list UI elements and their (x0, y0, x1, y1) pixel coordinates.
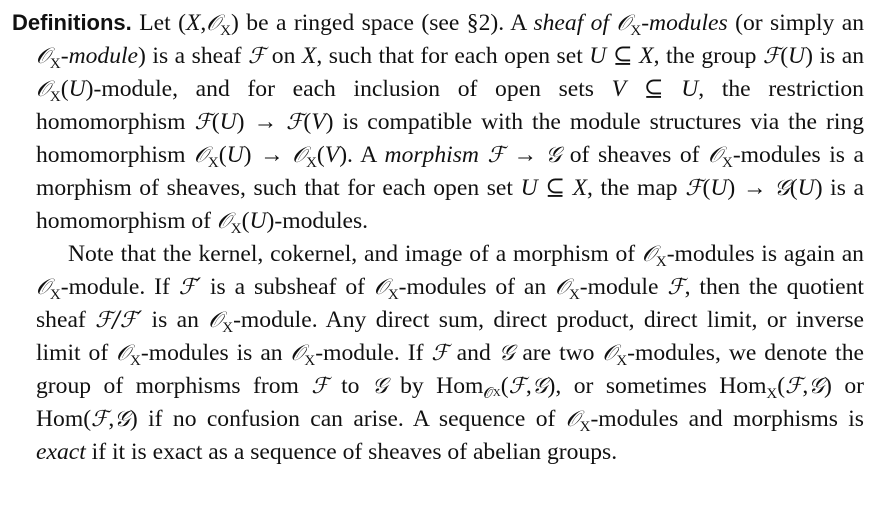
text-run-math: X (185, 10, 201, 36)
text-run-sub: X (230, 221, 242, 237)
text-run-math: U (681, 76, 699, 102)
text-run-plain: -module. If (60, 274, 179, 300)
text-run-sub: X (304, 353, 316, 369)
text-run-plain: ) is a homomorphism of (36, 175, 870, 234)
text-run-math: U (249, 208, 267, 234)
text-run-plain: )-modules. (266, 208, 369, 234)
text-run-plain: is an (142, 307, 209, 333)
text-run-sub: X (49, 89, 61, 105)
text-run-plain: Note that the kernel, cokernel, and image of a morphism of (68, 241, 642, 267)
text-run-script: 𝒪 (206, 11, 221, 36)
text-run-script: 𝒪 (194, 143, 208, 168)
text-run-sub: X (655, 254, 667, 270)
text-run-plain: ( (780, 43, 789, 69)
text-run-script: 𝒪 (708, 143, 722, 168)
text-run-script: ℱ (685, 176, 703, 201)
text-run-plain: ) is a sheaf (138, 43, 248, 69)
text-run-math: X (572, 175, 588, 201)
text-run-plain: -module (579, 274, 668, 300)
text-run-plain: ( (303, 109, 312, 135)
text-run-script: 𝒢 (545, 143, 562, 168)
text-run-math: U (589, 43, 607, 69)
text-run-script: ℱ (247, 44, 266, 69)
text-run-plain: ( (316, 142, 325, 168)
text-run-sub: 𝒪 (483, 386, 493, 402)
text-run-plain: ). A (339, 142, 385, 168)
text-run-heading: Definitions. (12, 10, 132, 35)
text-run-sub: X (220, 23, 231, 39)
text-run-sub: X (207, 155, 219, 171)
text-run-plain: -modules is a morphism of sheaves, such that for each open set (36, 142, 870, 201)
text-run-plain: on (265, 43, 302, 69)
text-run-sub: X (49, 287, 61, 303)
text-run-script: 𝒪 (602, 341, 617, 366)
text-run-plain: ) → (243, 142, 293, 168)
text-run-plain: , (802, 373, 809, 399)
text-run-plain: , then the quotient sheaf (36, 274, 870, 333)
text-run-plain: -modules of an (398, 274, 556, 300)
text-run-plain: ) is compatible with the module structures via the ring homomorphism (36, 109, 870, 168)
text-run-script: 𝒢 (114, 407, 130, 432)
text-run-plain: , (525, 373, 532, 399)
text-run-sub: X (130, 353, 141, 369)
text-run-plain: if it is exact as a sequence of sheaves of abelian groups. (85, 439, 618, 465)
text-run-script: ℱ′ (178, 275, 202, 300)
text-run-math: V (611, 76, 627, 102)
text-run-script: 𝒪 (565, 407, 580, 432)
text-run-plain: ) → (236, 109, 287, 135)
text-run-plain: (or simply an (727, 10, 870, 36)
text-run-script: 𝒢 (371, 374, 388, 399)
text-run-plain: ⊆ (606, 43, 640, 69)
text-run-plain: to (328, 373, 372, 399)
text-run-plain: ) if no confusion can arise. A sequence of (129, 406, 566, 432)
text-run-plain: ( (500, 373, 509, 399)
text-run-math: U (788, 43, 806, 69)
text-run-italic: morphism (384, 142, 479, 168)
text-run-math: U (68, 76, 86, 102)
text-run-plain: ( (60, 76, 69, 102)
text-run-plain: -modules, we denote the group of morphisms from (36, 340, 870, 399)
text-run-script: 𝒢 (531, 374, 548, 399)
text-run-plain: ( (241, 208, 250, 234)
text-run-script: 𝒪 (292, 143, 307, 168)
text-run-script: ℱ (194, 110, 212, 135)
text-run-sub: X (49, 56, 61, 72)
text-run-script: 𝒪 (36, 275, 50, 300)
text-run-plain: ( (777, 373, 786, 399)
text-run-plain: , (200, 10, 207, 36)
text-run-subsub: X (492, 387, 501, 399)
text-run-plain: -module. If (315, 340, 432, 366)
text-run-math: V (324, 142, 340, 168)
text-run-script: 𝒢 (774, 176, 790, 201)
text-run-plain: ) or Hom( (36, 373, 870, 432)
text-run-sub: X (721, 155, 733, 171)
text-run-plain: -modules is again an (666, 241, 870, 267)
text-run-sub: X (616, 353, 628, 369)
text-run-plain: , the group (653, 43, 763, 69)
text-run-script: 𝒪 (641, 242, 656, 267)
text-run-script: 𝒢 (498, 341, 515, 366)
text-run-plain: ) is an (805, 43, 870, 69)
text-run-script: 𝒪 (616, 11, 631, 36)
text-run-plain: → (504, 142, 546, 168)
text-run-script: ℱ (487, 143, 505, 168)
text-run-script: 𝒪 (290, 341, 305, 366)
text-run-script: ℱ (311, 374, 329, 399)
text-run-italic: exact (36, 439, 86, 465)
text-run-plain: are two (514, 340, 603, 366)
text-run-plain: ( (789, 175, 798, 201)
text-run-script: 𝒪 (116, 341, 131, 366)
text-run-plain: ( (211, 109, 220, 135)
text-run-script: 𝒪 (36, 77, 50, 102)
text-run-italic: -module (60, 43, 139, 69)
text-run-plain: of sheaves of (561, 142, 709, 168)
text-run-plain: Let ( (131, 10, 186, 36)
text-run-script: 𝒢 (808, 374, 824, 399)
text-run-plain: ) → (727, 175, 775, 201)
text-run-plain: ( (218, 142, 227, 168)
note-paragraph (12, 238, 870, 468)
text-run-plain: ⊆ (626, 76, 682, 102)
text-run-plain: ) be a ringed space (see §2). A (230, 10, 534, 36)
text-run-script: ℱ (91, 407, 109, 432)
text-run-italic: sheaf of (533, 10, 617, 36)
text-run-script: 𝒪 (36, 44, 50, 69)
text-run-math: V (311, 109, 326, 135)
text-run-plain: , the restriction homomorphism (36, 76, 870, 135)
text-run-script: ℱ/ℱ′ (95, 308, 143, 333)
text-run-script: 𝒪 (216, 209, 231, 234)
text-run-sub: X (387, 287, 399, 303)
text-run-plain: , the map (587, 175, 686, 201)
text-run-script: ℱ (431, 341, 449, 366)
text-run-sub: X (766, 386, 778, 402)
text-run-script: ℱ (286, 110, 304, 135)
text-run-sub: X (306, 155, 317, 171)
text-run-script: ℱ (762, 44, 781, 69)
text-run-sub: X (568, 287, 580, 303)
text-run-plain: ⊆ (537, 175, 573, 201)
text-run-math: U (797, 175, 815, 201)
text-run-plain: , such that for each open set (316, 43, 590, 69)
text-run-plain: ( (702, 175, 711, 201)
text-run-script: ℱ (667, 275, 685, 300)
text-run-italic: -modules (641, 10, 728, 36)
text-run-plain: is a subsheaf of (201, 274, 374, 300)
text-run-plain: and (448, 340, 499, 366)
text-run-math: X (301, 43, 317, 69)
text-run-math: U (520, 175, 538, 201)
text-run-sub: X (222, 320, 234, 336)
text-run-math: U (710, 175, 728, 201)
text-run-plain: -module. Any direct sum, direct product, direct limit, or inverse limit of (36, 307, 870, 366)
text-run-script: 𝒪 (555, 275, 569, 300)
text-run-script: ℱ (508, 374, 526, 399)
text-run-plain: , (108, 406, 115, 432)
text-run-sub: X (579, 419, 591, 435)
definitions-paragraph (12, 7, 870, 238)
text-run-script: ℱ (785, 374, 803, 399)
text-run-math: U (226, 142, 244, 168)
text-run-sub: X (630, 23, 642, 39)
text-run-plain: -modules is an (140, 340, 291, 366)
text-run-plain: -modules and morphisms is (590, 406, 870, 432)
text-run-math: X (639, 43, 654, 69)
text-run-plain: )-module, and for each inclusion of open sets (85, 76, 612, 102)
text-run-plain: by Hom (387, 373, 484, 399)
text-run-script: 𝒪 (208, 308, 223, 333)
text-run-plain: ), or sometimes Hom (547, 373, 767, 399)
text-run-math: U (219, 109, 237, 135)
text-run-script: 𝒪 (373, 275, 388, 300)
